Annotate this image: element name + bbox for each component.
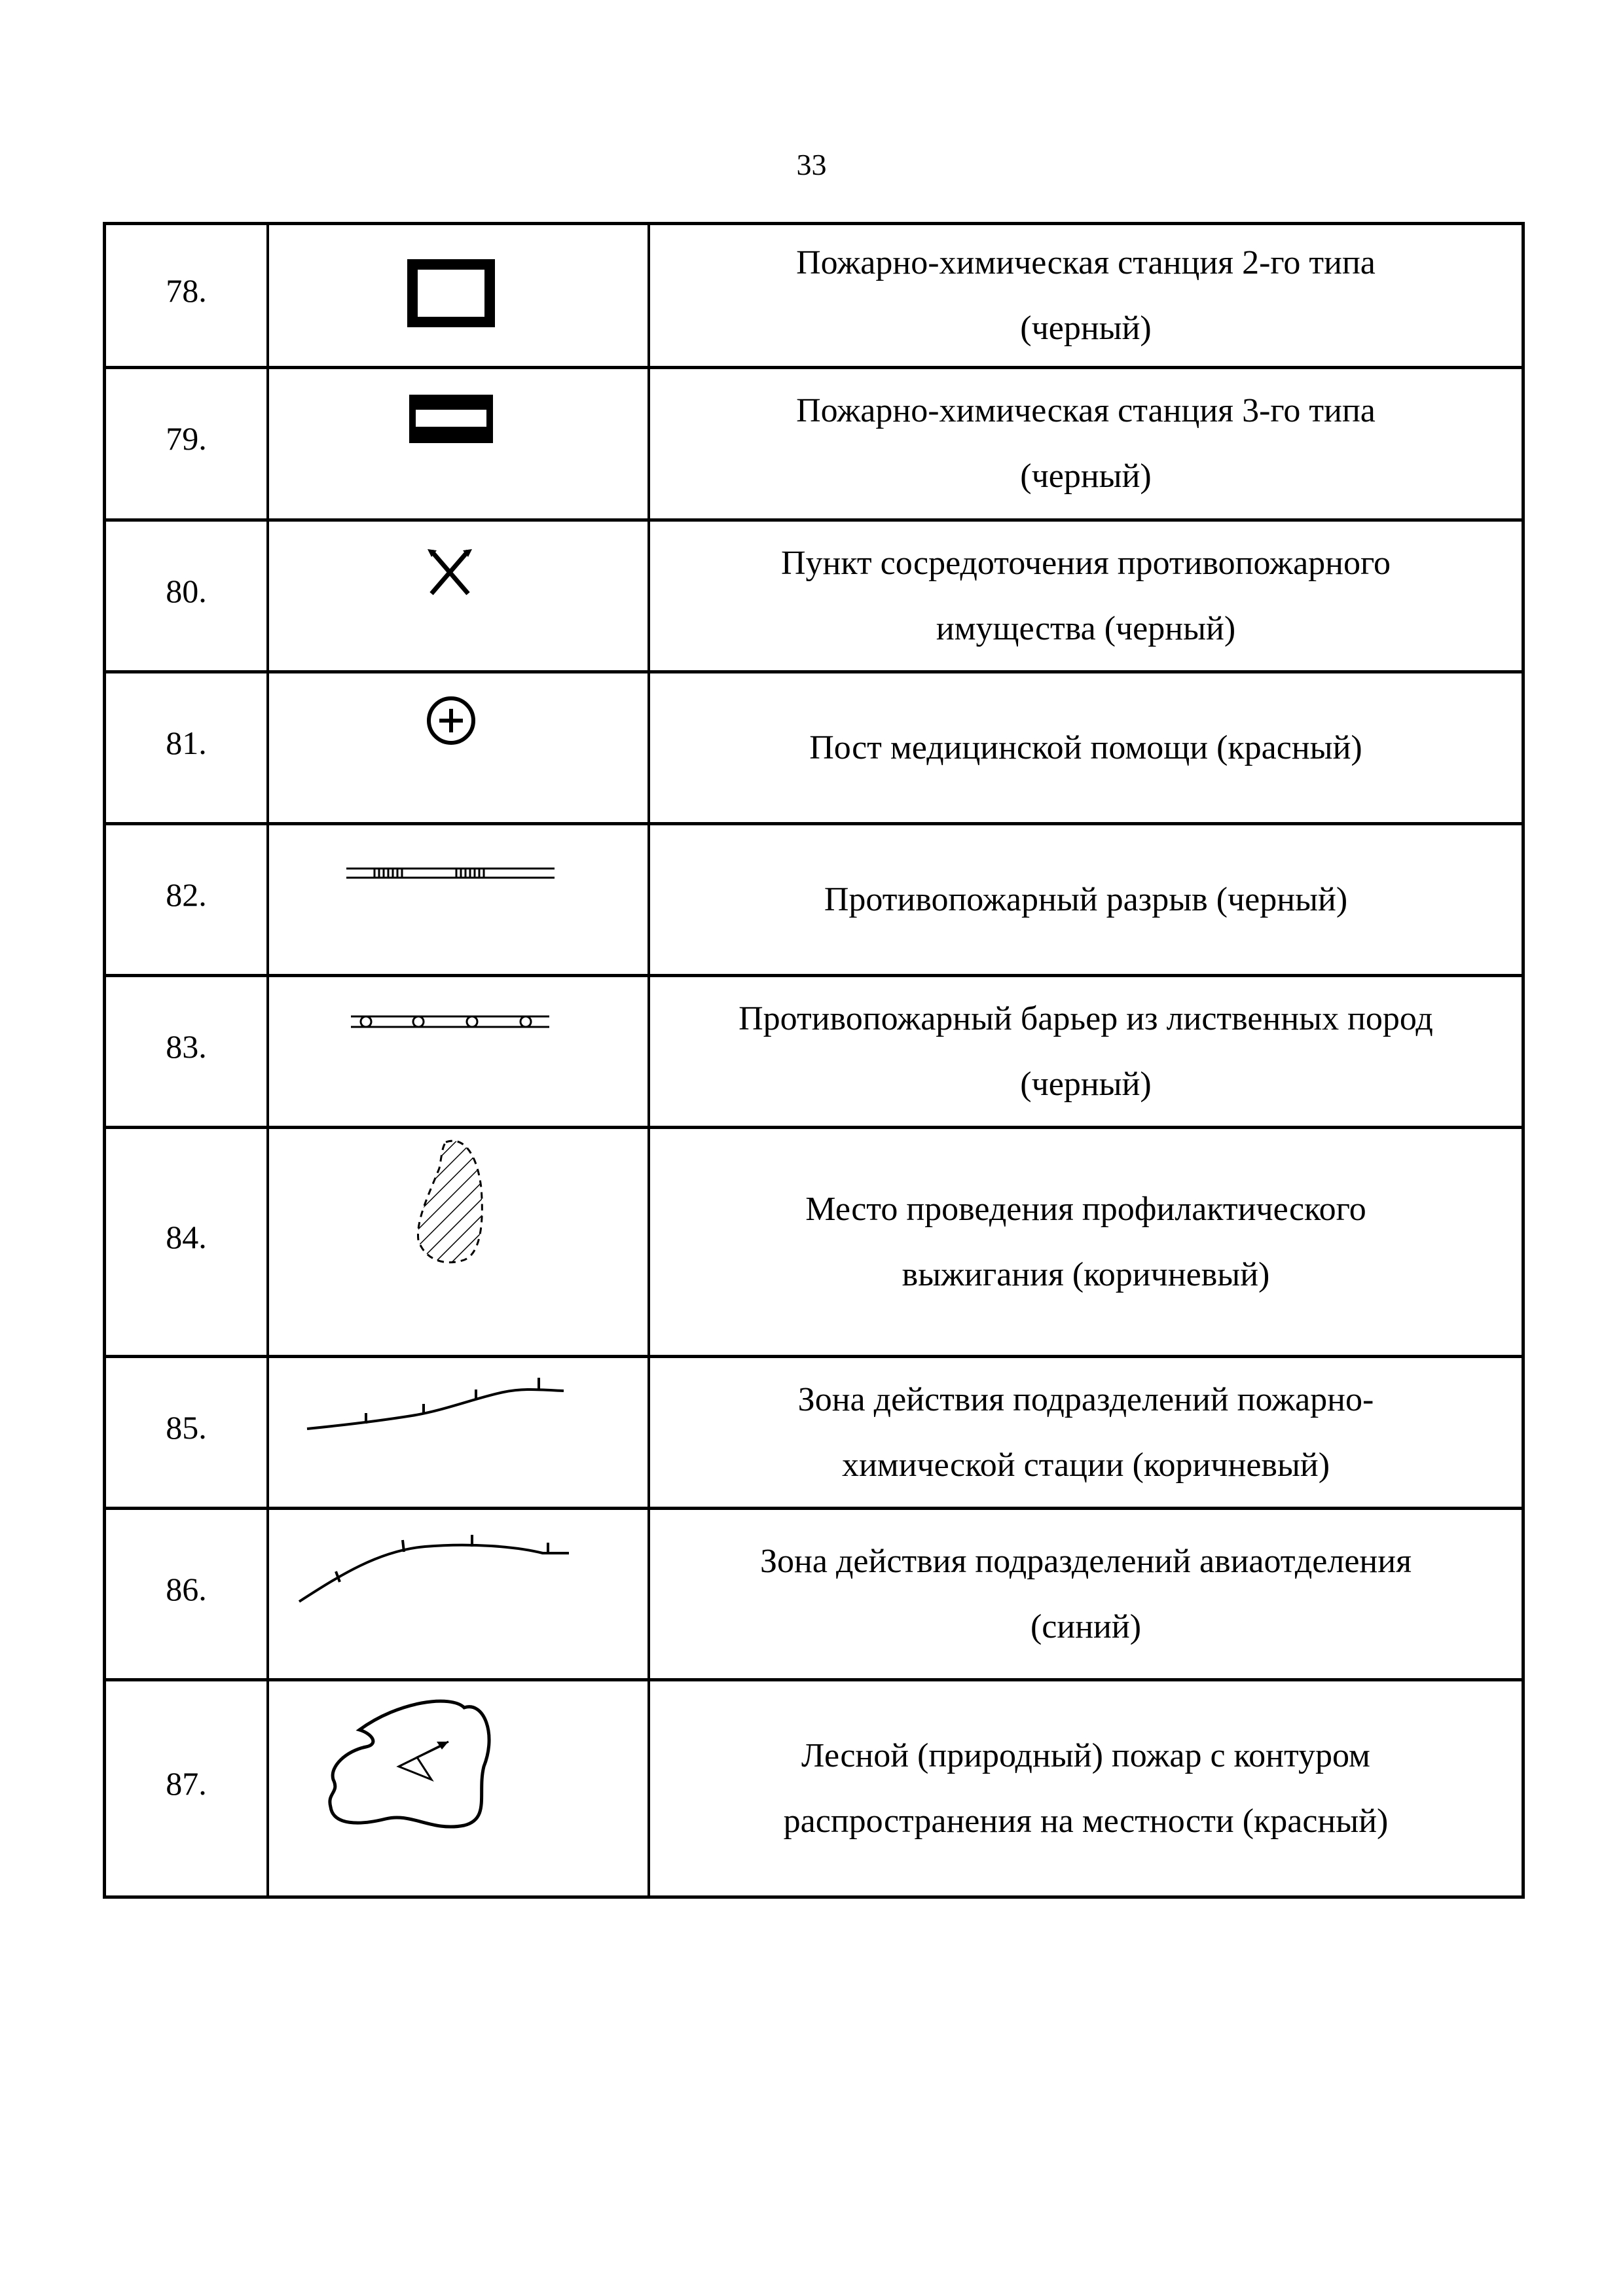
row-number: 80. bbox=[166, 572, 207, 609]
description-cell bbox=[650, 369, 1522, 518]
row-number-cell bbox=[106, 977, 269, 1126]
row-number-cell bbox=[106, 1358, 269, 1507]
fire-station-action-zone-icon bbox=[268, 1358, 649, 1507]
row-number-cell bbox=[106, 522, 269, 670]
air-unit-action-zone-icon bbox=[268, 1510, 649, 1678]
symbol-cell bbox=[269, 1358, 650, 1507]
row-number-cell bbox=[106, 1129, 269, 1355]
description-cell bbox=[650, 522, 1522, 670]
page-number: 33 bbox=[796, 148, 827, 181]
firefighting-equipment-point-icon bbox=[268, 522, 649, 671]
row-number-cell bbox=[106, 673, 269, 822]
symbol-cell bbox=[269, 977, 650, 1126]
symbol-cell bbox=[269, 1681, 650, 1895]
row-number: 85. bbox=[166, 1408, 207, 1446]
row-number: 83. bbox=[166, 1028, 207, 1065]
row-number-cell bbox=[106, 825, 269, 974]
symbol-cell bbox=[269, 1510, 650, 1678]
table-row bbox=[103, 222, 1525, 369]
description-cell bbox=[650, 825, 1522, 974]
row-description: Противопожарный разрыв (черный) bbox=[824, 880, 1348, 918]
symbol-cell bbox=[269, 673, 650, 822]
table-row bbox=[103, 673, 1525, 825]
fire-chemical-station-type-2-icon bbox=[268, 224, 649, 368]
row-number: 84. bbox=[166, 1218, 207, 1255]
description-cell bbox=[650, 1510, 1522, 1678]
symbol-cell bbox=[269, 225, 650, 366]
table-row bbox=[103, 369, 1525, 522]
firebreak-icon bbox=[268, 825, 649, 975]
row-number: 78. bbox=[166, 272, 207, 309]
fire-chemical-station-type-3-icon bbox=[268, 369, 649, 518]
row-description: Место проведения профилактического выжигания (коричневый) bbox=[805, 1190, 1366, 1293]
symbol-cell bbox=[269, 1129, 650, 1355]
row-description: Зона действия подразделений авиаотделения (синий) bbox=[760, 1542, 1412, 1645]
row-number: 87. bbox=[166, 1765, 207, 1802]
table-row bbox=[103, 522, 1525, 673]
table-row bbox=[103, 977, 1525, 1129]
deciduous-fire-barrier-icon bbox=[268, 977, 649, 1126]
legend-table bbox=[103, 222, 1525, 1899]
description-cell bbox=[650, 1129, 1522, 1355]
table-row bbox=[103, 825, 1525, 977]
row-number-cell bbox=[106, 1681, 269, 1895]
table-row bbox=[103, 1358, 1525, 1510]
table-row bbox=[103, 1681, 1525, 1899]
table-row bbox=[103, 1129, 1525, 1358]
row-description: Зона действия подразделений пожарно-химической стации (коричневый) bbox=[797, 1380, 1374, 1484]
symbol-cell bbox=[269, 369, 650, 518]
row-description: Лесной (природный) пожар с контуром распространения на местности (красный) bbox=[783, 1736, 1389, 1840]
row-description: Противопожарный барьер из лиственных пород (черный) bbox=[739, 999, 1433, 1103]
medical-aid-post-icon bbox=[268, 673, 649, 823]
description-cell bbox=[650, 977, 1522, 1126]
row-number: 81. bbox=[166, 724, 207, 761]
row-description: Пункт сосредоточения противопожарного имущества (черный) bbox=[780, 544, 1391, 647]
forest-fire-contour-icon bbox=[268, 1681, 649, 1895]
row-number: 86. bbox=[166, 1570, 207, 1607]
row-description: Пожарно-химическая станция 3-го типа (черный) bbox=[796, 392, 1376, 495]
description-cell bbox=[650, 225, 1522, 366]
description-cell bbox=[650, 1358, 1522, 1507]
row-number-cell bbox=[106, 225, 269, 366]
row-number: 82. bbox=[166, 876, 207, 913]
row-description: Пожарно-химическая станция 2-го типа (черный) bbox=[796, 243, 1376, 347]
description-cell bbox=[650, 673, 1522, 822]
table-row bbox=[103, 1510, 1525, 1681]
symbol-cell bbox=[269, 825, 650, 974]
preventive-burning-area-icon bbox=[268, 1129, 649, 1355]
row-number: 79. bbox=[166, 420, 207, 457]
description-cell bbox=[650, 1681, 1522, 1895]
row-number-cell bbox=[106, 1510, 269, 1678]
row-number-cell bbox=[106, 369, 269, 518]
row-description: Пост медицинской помощи (красный) bbox=[809, 728, 1362, 766]
symbol-cell bbox=[269, 522, 650, 670]
